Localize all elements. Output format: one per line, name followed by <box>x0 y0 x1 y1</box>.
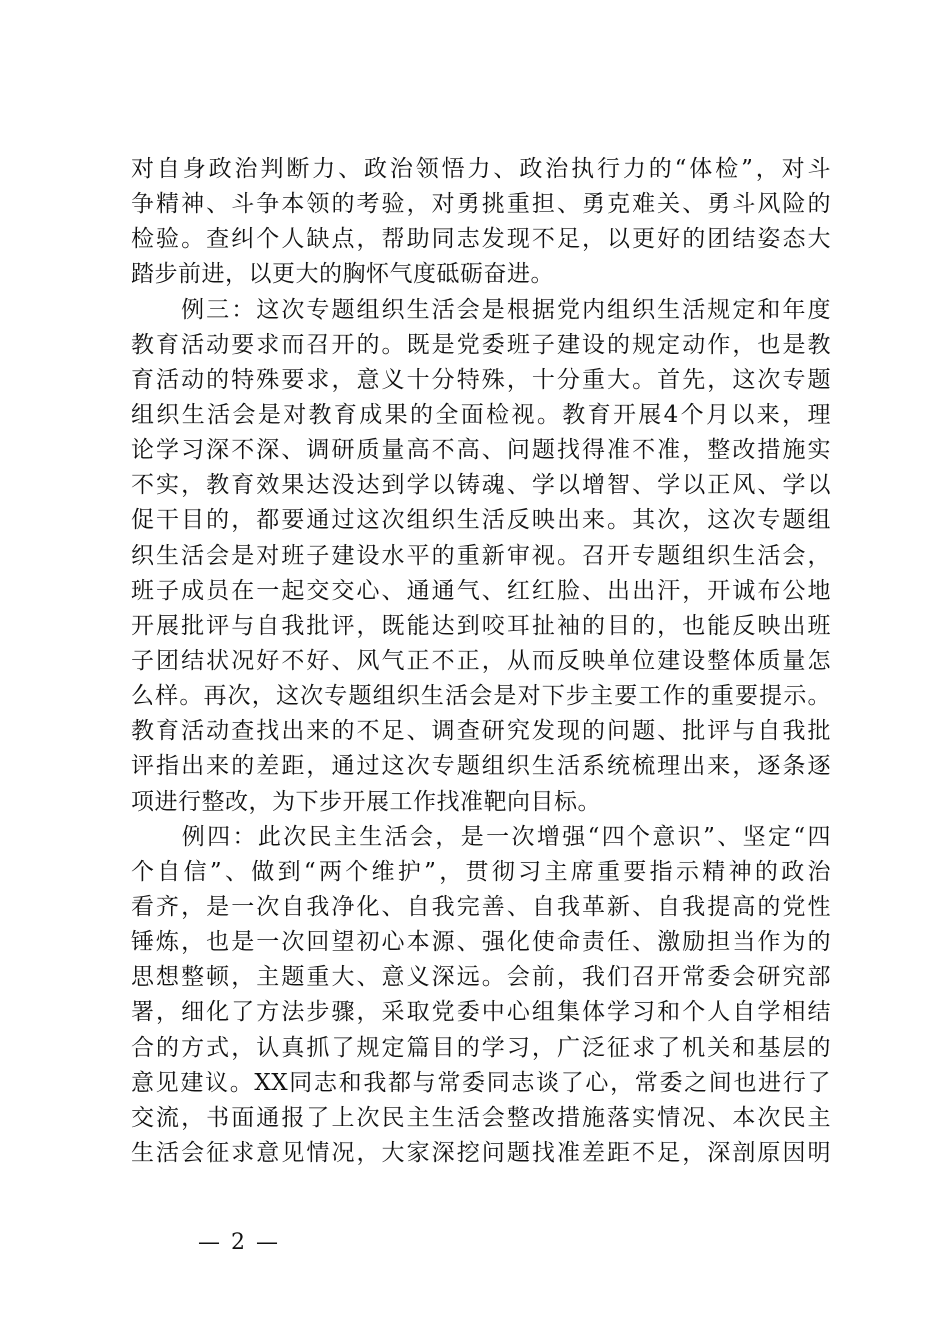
text-line: 教育活动查找出来的不足、调查研究发现的问题、批评与自我批 <box>131 718 831 745</box>
text-line: 检验。查纠个人缺点，帮助同志发现不足，以更好的团结姿态大 <box>131 226 831 253</box>
text-line: 班子成员在一起交交心、通通气、红红脸、出出汗，开诚布公地 <box>131 577 831 604</box>
text-line: 对自身政治判断力、政治领悟力、政治执行力的“体检”，对斗 <box>131 156 831 182</box>
text-line: 交流，书面通报了上次民主生活会整改措施落实情况、本次民主 <box>131 1104 831 1131</box>
text-line: 锤炼，也是一次回望初心本源、强化使命责任、激励担当作为的 <box>131 929 831 956</box>
text-line: 意见建议。XX同志和我都与常委同志谈了心，常委之间也进行了 <box>131 1069 831 1096</box>
text-line: 教育活动要求而召开的。既是党委班子建设的规定动作，也是教 <box>131 331 831 358</box>
text-line: 看齐，是一次自我净化、自我完善、自我革新、自我提高的党性 <box>131 893 831 920</box>
text-line: 例三：这次专题组织生活会是根据党内组织生活规定和年度 <box>131 296 831 323</box>
text-line: 促干目的，都要通过这次组织生活反映出来。其次，这次专题组 <box>131 507 831 534</box>
text-line: 署，细化了方法步骤，采取党委中心组集体学习和个人自学相结 <box>131 999 831 1026</box>
text-line: 育活动的特殊要求，意义十分特殊，十分重大。首先，这次专题 <box>131 366 831 393</box>
text-line: 论学习深不深、调研质量高不高、问题找得准不准，整改措施实 <box>131 437 831 464</box>
text-line: 不实，教育效果达没达到学以铸魂、学以增智、学以正风、学以 <box>131 472 831 499</box>
text-line: 织生活会是对班子建设水平的重新审视。召开专题组织生活会， <box>131 542 831 569</box>
text-line: 生活会征求意见情况，大家深挖问题找准差距不足，深剖原因明 <box>131 1139 831 1166</box>
text-line: 组织生活会是对教育成果的全面检视。教育开展4个月以来，理 <box>131 401 831 428</box>
text-line: 思想整顿，主题重大、意义深远。会前，我们召开常委会研究部 <box>131 964 831 991</box>
text-line: 项进行整改，为下步开展工作找准靶向目标。 <box>131 788 601 815</box>
text-line: 子团结状况好不好、风气正不正，从而反映单位建设整体质量怎 <box>131 647 831 674</box>
text-line: 踏步前进，以更大的胸怀气度砥砺奋进。 <box>131 261 554 288</box>
text-line: 合的方式，认真抓了规定篇目的学习，广泛征求了机关和基层的 <box>131 1034 831 1061</box>
text-line: 开展批评与自我批评，既能达到咬耳扯袖的目的，也能反映出班 <box>131 612 831 639</box>
text-line: 个自信”、做到“两个维护”，贯彻习主席重要指示精神的政治 <box>131 858 831 885</box>
text-line: 争精神、斗争本领的考验，对勇挑重担、勇克难关、勇斗风险的 <box>131 191 831 218</box>
body-text <box>131 152 831 1171</box>
text-line: 例四：此次民主生活会，是一次增强“四个意识”、坚定“四 <box>131 823 831 850</box>
page-number: — 2 — <box>198 1230 280 1255</box>
text-line: 评指出来的差距，通过这次专题组织生活系统梳理出来，逐条逐 <box>131 753 831 780</box>
text-line: 么样。再次，这次专题组织生活会是对下步主要工作的重要提示。 <box>131 683 831 710</box>
